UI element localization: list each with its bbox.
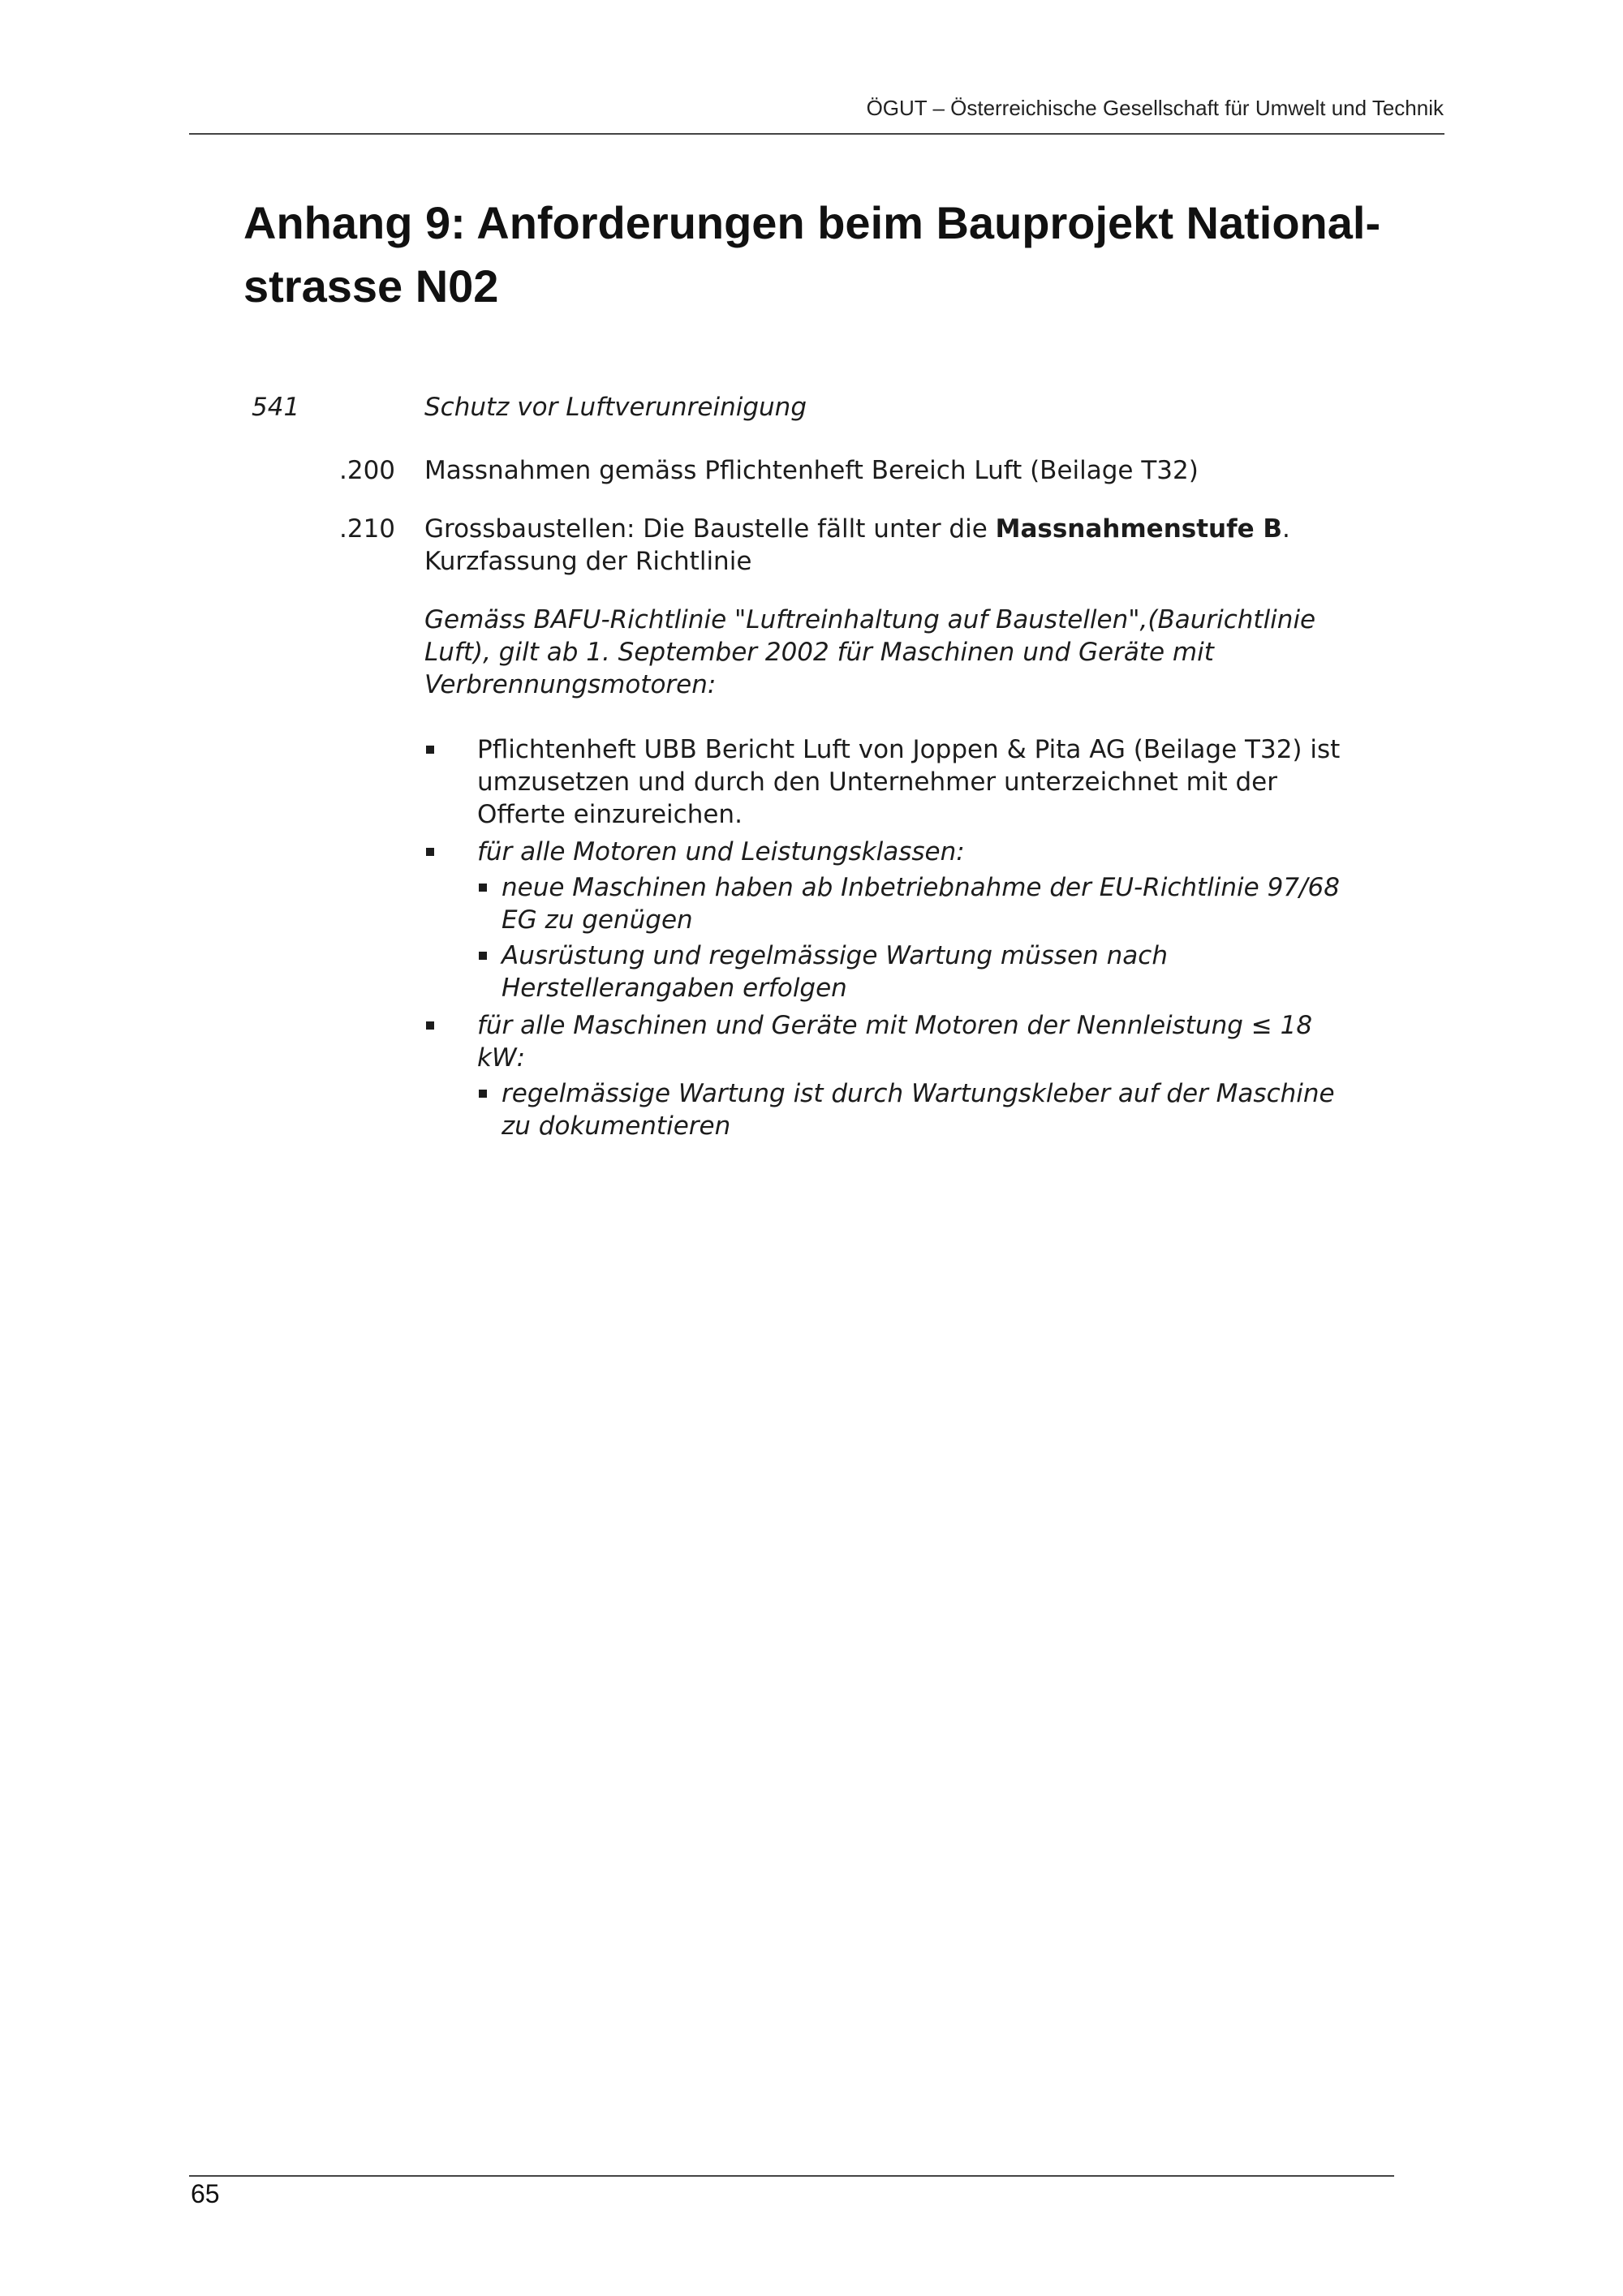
square-bullet-icon bbox=[479, 952, 487, 960]
item-number-210: .210 bbox=[339, 514, 396, 544]
sub-list-item-text: regelmässige Wartung ist durch Wartungskleber auf der Maschine zu dokumentieren bbox=[502, 1079, 1335, 1141]
list-item-text: Pflichtenheft UBB Bericht Luft von Joppen & Pita AG (Beilage T32) ist umzusetzen und durch den Unternehmer unterzeichnet mit der Offerte einzureichen. bbox=[477, 735, 1341, 829]
square-bullet-icon bbox=[426, 1021, 434, 1030]
list-item-text: für alle Motoren und Leistungsklassen: bbox=[477, 837, 965, 866]
footer-rule bbox=[189, 2175, 1394, 2177]
sub-list bbox=[477, 1077, 1366, 1142]
item-text-210-before: Grossbaustellen: Die Baustelle fällt unter die bbox=[424, 514, 996, 544]
sub-list bbox=[477, 871, 1366, 1004]
sub-list-item-text: Ausrüstung und regelmässige Wartung müssen nach Herstellerangaben erfolgen bbox=[502, 941, 1168, 1003]
item-number-200: .200 bbox=[339, 456, 396, 485]
title-line-2: strasse N02 bbox=[243, 260, 499, 312]
title-line-1: Anhang 9: Anforderungen beim Bauprojekt National- bbox=[243, 197, 1381, 248]
guideline-intro: Gemäss BAFU-Richtlinie "Luftreinhaltung auf Baustellen",(Baurichtlinie Luft), gilt ab 1. September 2002 für Maschinen und Geräte mit Verbrennungsmotoren: bbox=[424, 605, 1316, 699]
item-text-200: Massnahmen gemäss Pflichtenheft Bereich Luft (Beilage T32) bbox=[424, 456, 1199, 485]
item-text-210-bold: Massnahmenstufe B bbox=[995, 514, 1283, 544]
section-number: 541 bbox=[252, 393, 300, 422]
page-number: 65 bbox=[191, 2179, 220, 2208]
list-item-text: für alle Maschinen und Geräte mit Motoren der Nennleistung ≤ 18 kW: bbox=[477, 1011, 1313, 1073]
square-bullet-icon bbox=[479, 884, 487, 892]
list-item bbox=[424, 1009, 1366, 1142]
header-rule bbox=[189, 133, 1444, 135]
item-text-210 bbox=[424, 513, 1366, 578]
sub-list-item bbox=[477, 939, 1366, 1004]
sub-list-item bbox=[477, 1077, 1366, 1142]
item-text-210-after: . Kurzfassung der Richtlinie bbox=[424, 514, 1290, 576]
section-heading: Schutz vor Luftverunreinigung bbox=[424, 393, 807, 422]
square-bullet-icon bbox=[479, 1090, 487, 1098]
sub-list-item bbox=[477, 871, 1366, 936]
list-item bbox=[424, 733, 1366, 831]
page-title bbox=[243, 191, 1428, 318]
requirements-list bbox=[424, 733, 1366, 1147]
square-bullet-icon bbox=[426, 746, 434, 754]
square-bullet-icon bbox=[426, 848, 434, 856]
list-item bbox=[424, 836, 1366, 1004]
sub-list-item-text: neue Maschinen haben ab Inbetriebnahme der EU-Richtlinie 97/68 EG zu genügen bbox=[502, 873, 1340, 935]
header-org: ÖGUT – Österreichische Gesellschaft für Umwelt und Technik bbox=[866, 96, 1444, 120]
